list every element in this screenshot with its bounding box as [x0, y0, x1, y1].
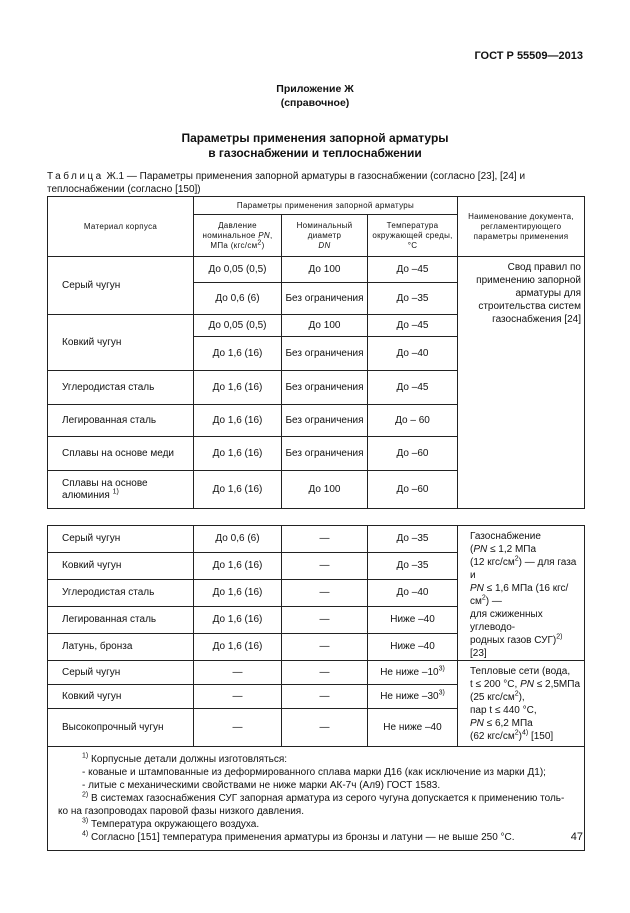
temperature-cell: До –40 [368, 337, 458, 371]
temperature-cell: Ниже –40 [368, 634, 458, 661]
diameter-cell: — [282, 661, 368, 685]
note-1a: - кованые и штампованные из деформированного сплава марки Д16 (как исключение из марки Д1); [82, 767, 546, 778]
temperature-cell: До – 60 [368, 405, 458, 437]
note-3: $^{3)}$ Температура окружающего воздуха. [82, 817, 260, 830]
material-cell: Латунь, бронза [48, 634, 194, 661]
header-document: Наименование документа, регламентирующего параметры применения [458, 197, 585, 257]
diameter-cell: До 100 [282, 471, 368, 509]
diameter-cell: Без ограничения [282, 283, 368, 315]
temperature-cell: До –35 [368, 526, 458, 553]
document-cell-gas-rules: Свод правил по применению запорной арматуры для строительства систем газоснабжения [24] [458, 257, 585, 509]
note-2: $^{2)}$ В системах газоснабжения СУГ запорная арматура из серого чугуна допускается к применению толь- [82, 791, 565, 804]
diameter-cell: — [282, 634, 368, 661]
standard-code: ГОСТ Р 55509—2013 [474, 50, 583, 62]
temperature-cell: До –45 [368, 315, 458, 337]
material-cell: Углеродистая сталь [48, 371, 194, 405]
page-number: 47 [570, 831, 583, 843]
caption-text-1: Ж.1 — Параметры применения запорной арматуры в газоснабжении (согласно [23], [24] и [103, 171, 526, 182]
pressure-cell: — [194, 709, 282, 747]
diameter-cell: — [282, 607, 368, 634]
pressure-cell: До 1,6 (16) [194, 580, 282, 607]
pressure-cell: До 0,05 (0,5) [194, 257, 282, 283]
caption-text-2: теплоснабжении (согласно [150]) [47, 184, 201, 195]
material-cell: Сплавы на основе алюминия $^{1)}$ [48, 471, 194, 509]
note-1b: - литые с механическими свойствами не ниже марки АК-7ч (Ал9) ГОСТ 1583. [82, 780, 441, 791]
parameters-table-continued [47, 525, 585, 851]
table-notes [48, 747, 585, 851]
pressure-cell: — [194, 661, 282, 685]
temperature-cell: До –35 [368, 553, 458, 580]
document-cell-heating: Тепловые сети (вода, t ≤ 200 °С, PN ≤ 2,5МПа (25 кгс/$см^2$), пар t ≤ 440 °С, PN ≤ 6,2 МПа (62 кгс/$см^2)^{4)}$ [150] [458, 661, 585, 747]
temperature-cell: До –60 [368, 437, 458, 471]
diameter-cell: Без ограничения [282, 437, 368, 471]
note-4: $^{4)}$ Согласно [151] температура применения арматуры из бронзы и латуни — не выше 250 °С. [82, 830, 515, 843]
material-cell: Высокопрочный чугун [48, 709, 194, 747]
diameter-cell: — [282, 580, 368, 607]
section-title-line2: в газоснабжении и теплоснабжении [208, 146, 422, 160]
material-cell: Сплавы на основе меди [48, 437, 194, 471]
temperature-cell: До –40 [368, 580, 458, 607]
pressure-cell: До 1,6 (16) [194, 607, 282, 634]
material-cell: Ковкий чугун [48, 685, 194, 709]
diameter-cell: Без ограничения [282, 371, 368, 405]
pressure-cell: До 1,6 (16) [194, 371, 282, 405]
header-temperature: Температура окружающей среды, °С [368, 215, 458, 257]
section-title-line1: Параметры применения запорной арматуры [181, 131, 449, 145]
pressure-cell: — [194, 685, 282, 709]
material-cell: Легированная сталь [48, 405, 194, 437]
header-material: Материал корпуса [48, 197, 194, 257]
appendix-subtitle: (справочное) [280, 97, 350, 109]
header-parameters-group: Параметры применения запорной арматуры [194, 197, 458, 215]
material-cell: Углеродистая сталь [48, 580, 194, 607]
diameter-cell: Без ограничения [282, 337, 368, 371]
pressure-cell: До 1,6 (16) [194, 553, 282, 580]
parameters-table [47, 196, 585, 509]
temperature-cell: До –60 [368, 471, 458, 509]
diameter-cell: — [282, 685, 368, 709]
pressure-cell: До 1,6 (16) [194, 437, 282, 471]
diameter-cell: До 100 [282, 315, 368, 337]
diameter-cell: — [282, 553, 368, 580]
diameter-cell: До 100 [282, 257, 368, 283]
material-cell: Серый чугун [48, 661, 194, 685]
table-caption [47, 170, 584, 196]
material-cell: Серый чугун [48, 257, 194, 315]
temperature-cell: Ниже –40 [368, 607, 458, 634]
diameter-cell: — [282, 526, 368, 553]
material-cell: Легированная сталь [48, 607, 194, 634]
pressure-cell: До 1,6 (16) [194, 634, 282, 661]
temperature-cell: Не ниже –10$^{3)}$ [368, 661, 458, 685]
pressure-cell: До 1,6 (16) [194, 471, 282, 509]
material-cell: Серый чугун [48, 526, 194, 553]
pressure-cell: До 1,6 (16) [194, 405, 282, 437]
caption-prefix: Таблица [47, 171, 104, 182]
header-pressure: Давление номинальное PN, МПа $(кгс/см^2)$ [194, 215, 282, 257]
header-diameter: Номинальный диаметр DN [282, 215, 368, 257]
pressure-cell: До 0,05 (0,5) [194, 315, 282, 337]
note-1: $^{1)}$ Корпусные детали должны изготовляться: [82, 752, 288, 765]
pressure-cell: До 0,6 (6) [194, 526, 282, 553]
appendix-title: Приложение Ж [276, 83, 354, 95]
document-cell-gas-supply: Газоснабжение (PN ≤ 1,2 МПа (12 кгс/$см^2$) — для газа и PN ≤ 1,6 МПа (16 кгс/$см^2$) — для сжиженных углеводо- родных газов СУГ)$^{2)}$ [23] [458, 526, 585, 661]
temperature-cell: Не ниже –40 [368, 709, 458, 747]
temperature-cell: Не ниже –30$^{3)}$ [368, 685, 458, 709]
note-2-cont: ко на газопроводах паровой фазы низкого давления. [58, 806, 304, 817]
pressure-cell: До 1,6 (16) [194, 337, 282, 371]
material-cell: Ковкий чугун [48, 553, 194, 580]
temperature-cell: До –35 [368, 283, 458, 315]
temperature-cell: До –45 [368, 257, 458, 283]
diameter-cell: — [282, 709, 368, 747]
diameter-cell: Без ограничения [282, 405, 368, 437]
temperature-cell: До –45 [368, 371, 458, 405]
pressure-cell: До 0,6 (6) [194, 283, 282, 315]
material-cell: Ковкий чугун [48, 315, 194, 371]
